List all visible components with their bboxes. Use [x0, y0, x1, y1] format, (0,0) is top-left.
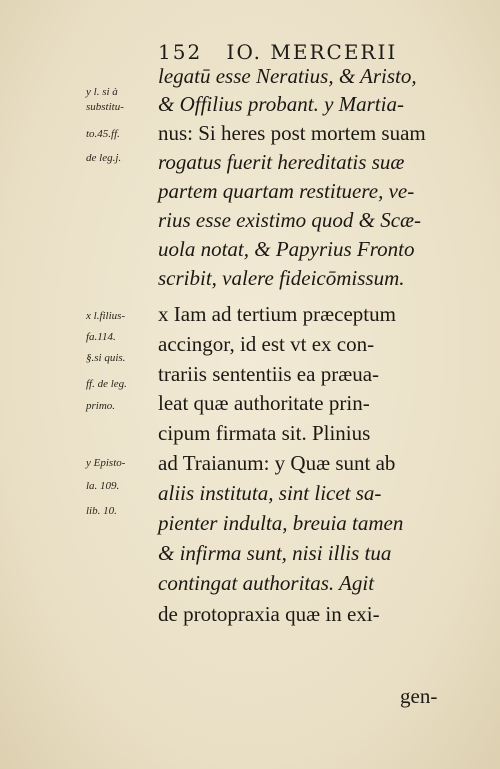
- running-title: IO. MERCERII: [226, 40, 398, 64]
- margin-note: primo.: [86, 400, 116, 412]
- margin-note: de leg.j.: [86, 152, 122, 164]
- text-line: scribit, valere fideicōmissum.: [158, 266, 405, 290]
- text-line: & infirma sunt, nisi illis tua: [158, 541, 392, 565]
- margin-note: to.45.ff.: [86, 128, 120, 140]
- text-line: uola notat, & Papyrius Fronto: [158, 237, 415, 261]
- text-line: ad Traianum: y Quæ sunt ab: [158, 451, 396, 475]
- margin-note: y Episto-: [86, 457, 126, 469]
- page-header: [158, 40, 397, 64]
- text-line: rogatus fuerit hereditatis suæ: [158, 150, 405, 174]
- text-line: partem quartam restituere, ve-: [158, 179, 415, 203]
- text-line: rius esse existimo quod & Scæ-: [158, 208, 422, 232]
- text-line: aliis instituta, sint licet sa-: [158, 481, 382, 505]
- text-line: & Offilius probant. y Martia-: [158, 92, 404, 116]
- margin-note: §.si quis.: [86, 352, 126, 364]
- text-line: cipum firmata sit. Plinius: [158, 421, 371, 445]
- text-line: pienter indulta, breuia tamen: [158, 511, 404, 535]
- text-line: nus: Si heres post mortem suam: [158, 121, 426, 145]
- text-line: x Iam ad tertium præceptum: [158, 302, 396, 326]
- margin-note: lib. 10.: [86, 505, 117, 517]
- text-line: contingat authoritas. Agit: [158, 571, 375, 595]
- text-line: legatū esse Neratius, & Aristo,: [158, 64, 417, 88]
- margin-note: la. 109.: [86, 480, 120, 492]
- catchword: gen-: [400, 684, 438, 708]
- margin-note: substitu-: [86, 101, 124, 113]
- text-line: accingor, id est vt ex con-: [158, 332, 375, 356]
- page-number: 152: [158, 40, 203, 64]
- margin-note: ff. de leg.: [86, 378, 127, 390]
- text-line: de protopraxia quæ in exi-: [158, 602, 380, 626]
- margin-note: x l.filius-: [86, 310, 126, 322]
- margin-note: fa.114.: [86, 331, 116, 343]
- text-line: trariis sententiis ea præua-: [158, 362, 380, 386]
- margin-note: y l. si à: [86, 86, 118, 98]
- text-line: leat quæ authoritate prin-: [158, 391, 370, 415]
